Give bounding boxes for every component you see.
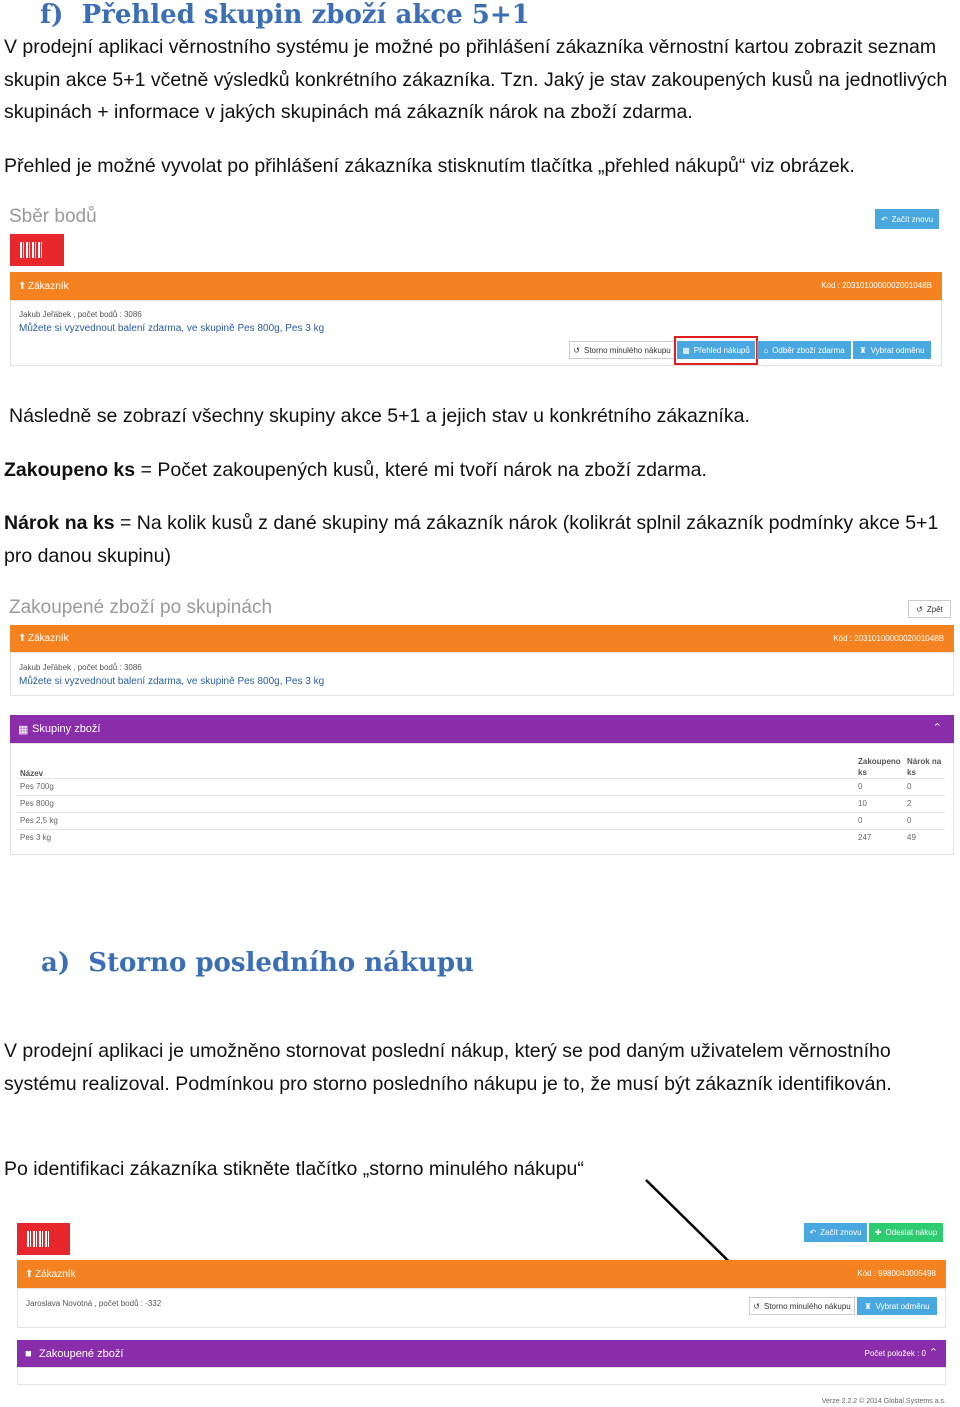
screen-title: Zakoupené zboží po skupinách [9,597,273,618]
storno-button[interactable]: ↺ Storno minulého nákupu [569,341,675,359]
user-icon: ⬆ [25,1269,34,1280]
start-again-button[interactable]: ↶ Začít znovu [804,1223,867,1242]
purchased-header-label: Zakoupené zboží [39,1348,124,1360]
version-footer: Verze 2.2.2 © 2014 Global Systems a.s. [821,1398,946,1405]
screen-title: Sběr bodů [9,206,97,227]
groups-panel [10,743,954,855]
customer-panel [17,1288,946,1328]
table-row: Pes 3 kg 247 49 [17,829,945,846]
undo-icon: ↺ [753,1301,760,1311]
highlight-frame [674,336,758,365]
back-button[interactable]: ↺ Zpět [908,600,951,618]
groups-table [17,752,945,846]
choose-reward-button[interactable]: ♜ Vybrat odměnu [853,341,931,359]
purchased-panel [17,1367,946,1385]
screenshot-points-collection [0,200,960,370]
column-bought: Zakoupeno ks [858,756,901,777]
send-purchase-button[interactable]: ✚ Odeslat nákup [869,1223,943,1242]
square-icon: ■ [25,1348,32,1360]
items-count: Počet položek : 0 [864,1349,926,1358]
table-icon: ▦ [682,345,690,355]
table-row: Pes 2,5 kg 0 0 [17,812,945,829]
customer-code: Kód : 9980040005498 [857,1269,936,1278]
user-icon: ⬆ [18,633,27,644]
free-goods-message: Můžete si vyzvednout balení zdarma, ve skupině Pes 800g, Pes 3 kg [19,676,325,687]
chevron-up-icon[interactable]: ⌃ [928,1347,938,1359]
section-a-intro: V prodejní aplikaci je umožněno stornovat poslední nákup, který se pod daným uživatelem věrnostního systému realizoval. Podmínkou pro storno posledního nákupu je to, že musí být zákazník identifikován. [4,1040,892,1095]
customer-header-bar [10,625,954,652]
barcode-icon [20,242,42,258]
free-goods-button[interactable]: ⌂ Odběr zboží zdarma [757,341,851,359]
groups-header-bar[interactable] [10,715,954,743]
customer-header-label: Zákazník [28,633,69,644]
purchase-overview-button[interactable]: ▦ Přehled nákupů [677,341,755,359]
barcode-icon [27,1231,49,1247]
customer-panel [10,300,942,366]
column-name: Název [20,768,44,778]
barcode-button[interactable] [17,1223,70,1255]
customer-line: Jakub Jeřábek , počet bodů : 3086 [19,310,142,319]
section-a-instruction: Po identifikaci zákazníka stikněte tlačítko „storno minulého nákupu“ [4,1158,584,1180]
free-goods-message: Můžete si vyzvednout balení zdarma, ve skupině Pes 800g, Pes 3 kg [19,323,325,334]
section-f-instruction: Přehled je možné vyvolat po přihlášení zákazníka stisknutím tlačítka „přehled nákupů“ viz obrázek. [4,155,855,177]
definition-bought: Zakoupeno ks = Počet zakoupených kusů, které mi tvoří nárok na zboží zdarma. [4,459,707,481]
customer-header-bar [10,272,942,300]
column-claim: Nárok na ks [907,756,942,777]
screenshot-storno [0,1215,960,1407]
grid-icon: ▦ [18,724,29,736]
definition-claim: Nárok na ks = Na kolik kusů z dané skupiny má zákazník nárok (kolikrát splnil zákazník podmínky akce 5+1 pro danou skupinu) [4,512,939,567]
back-icon: ↺ [916,604,923,614]
section-a-title: a) Storno posledního nákupu [41,948,474,978]
plus-icon: ✚ [874,1228,882,1237]
storno-button[interactable]: ↺ Storno minulého nákupu [749,1297,855,1315]
section-f-title: f) Přehled skupin zboží akce 5+1 [40,0,530,30]
back-arrow-icon: ↶ [880,214,888,224]
customer-code: Kód : 2031010000002001048B [821,281,932,290]
groups-intro: Následně se zobrazí všechny skupiny akce 5+1 a jejich stav u konkrétního zákazníka. [9,405,750,427]
barcode-button[interactable] [10,234,64,266]
customer-header-bar [17,1260,946,1288]
section-f-intro: V prodejní aplikaci věrnostního systému je možné po přihlášení zákazníka věrnostní kartou zobrazit seznam skupin akce 5+1 včetně výsledků konkrétního zákazníka. Tzn. Jaký je stav zakoupených kusů na jednotlivých skupinách + informace v jakých skupinách má zákazník nárok na zboží zdarma. [4,36,948,123]
lock-icon: ⌂ [763,345,769,355]
customer-line: Jaroslava Novotná , počet bodů : -332 [26,1299,162,1308]
user-icon: ⬆ [18,281,27,292]
customer-panel [10,652,954,696]
trophy-icon: ♜ [864,1301,872,1311]
table-row: Pes 800g 10 2 [17,795,945,812]
screenshot-groups [0,592,960,862]
customer-code: Kód : 2031010000002001048B [833,634,944,643]
back-arrow-icon: ↶ [809,1228,817,1237]
chevron-up-icon[interactable]: ⌃ [932,722,942,734]
trophy-icon: ♜ [859,345,867,355]
customer-header-label: Zákazník [28,281,69,292]
purchased-header-bar[interactable] [17,1340,946,1367]
customer-line: Jakub Jeřábek , počet bodů : 3086 [19,663,142,672]
start-again-button[interactable]: ↶ Začít znovu [875,209,939,229]
groups-header-label: Skupiny zboží [32,723,101,735]
table-row: Pes 700g 0 0 [17,778,945,795]
undo-icon: ↺ [573,345,580,355]
customer-header-label: Zákazník [35,1269,76,1280]
choose-reward-button[interactable]: ♜ Vybrat odměnu [857,1297,937,1315]
